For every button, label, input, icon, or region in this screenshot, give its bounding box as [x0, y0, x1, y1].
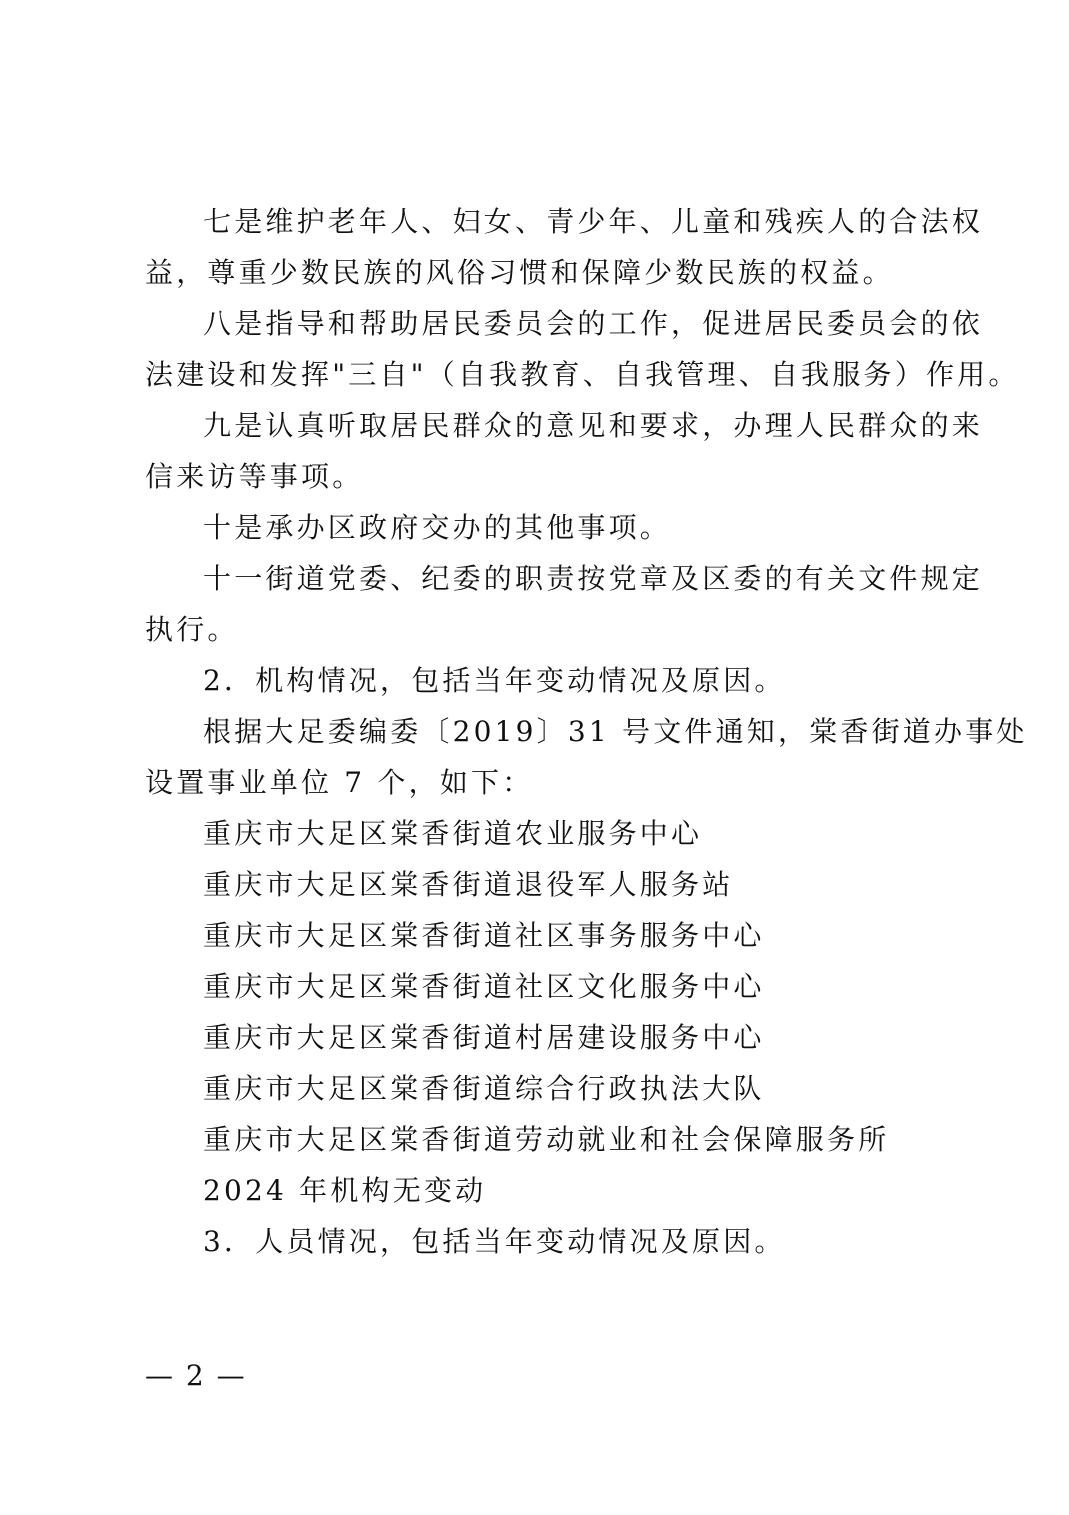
paragraph-line: 益，尊重少数民族的风俗习惯和保障少数民族的权益。 — [145, 256, 894, 289]
document-body — [145, 196, 1028, 1267]
unit-list-item: 重庆市大足区棠香街道综合行政执法大队 — [203, 1072, 765, 1105]
paragraph-line: 2024 年机构无变动 — [203, 1174, 487, 1207]
paragraph-line: 九是认真听取居民群众的意见和要求，办理人民群众的来 — [203, 409, 984, 442]
paragraph-line: 十一街道党委、纪委的职责按党章及区委的有关文件规定 — [203, 562, 984, 595]
section-heading: 2．机构情况，包括当年变动情况及原因。 — [203, 664, 786, 697]
paragraph-line: 法建设和发挥"三自"（自我教育、自我管理、自我服务）作用。 — [145, 358, 1020, 391]
unit-list-item: 重庆市大足区棠香街道退役军人服务站 — [203, 868, 734, 901]
paragraph-line: 设置事业单位 7 个，如下： — [145, 766, 534, 799]
paragraph-line: 信来访等事项。 — [145, 460, 364, 493]
unit-list-item: 重庆市大足区棠香街道劳动就业和社会保障服务所 — [203, 1123, 890, 1156]
unit-list-item: 重庆市大足区棠香街道村居建设服务中心 — [203, 1021, 765, 1054]
unit-list-item: 重庆市大足区棠香街道社区文化服务中心 — [203, 970, 765, 1003]
paragraph-line: 执行。 — [145, 613, 239, 646]
paragraph-line: 十是承办区政府交办的其他事项。 — [203, 511, 672, 544]
paragraph-line: 七是维护老年人、妇女、青少年、儿童和残疾人的合法权 — [203, 205, 984, 238]
unit-list-item: 重庆市大足区棠香街道社区事务服务中心 — [203, 919, 765, 952]
page-number: — 2 — — [145, 1359, 247, 1392]
section-heading: 3．人员情况，包括当年变动情况及原因。 — [203, 1225, 786, 1258]
paragraph-line: 根据大足委编委〔2019〕31 号文件通知，棠香街道办事处 — [203, 715, 1028, 748]
paragraph-line: 八是指导和帮助居民委员会的工作，促进居民委员会的依 — [203, 307, 984, 340]
unit-list-item: 重庆市大足区棠香街道农业服务中心 — [203, 817, 703, 850]
